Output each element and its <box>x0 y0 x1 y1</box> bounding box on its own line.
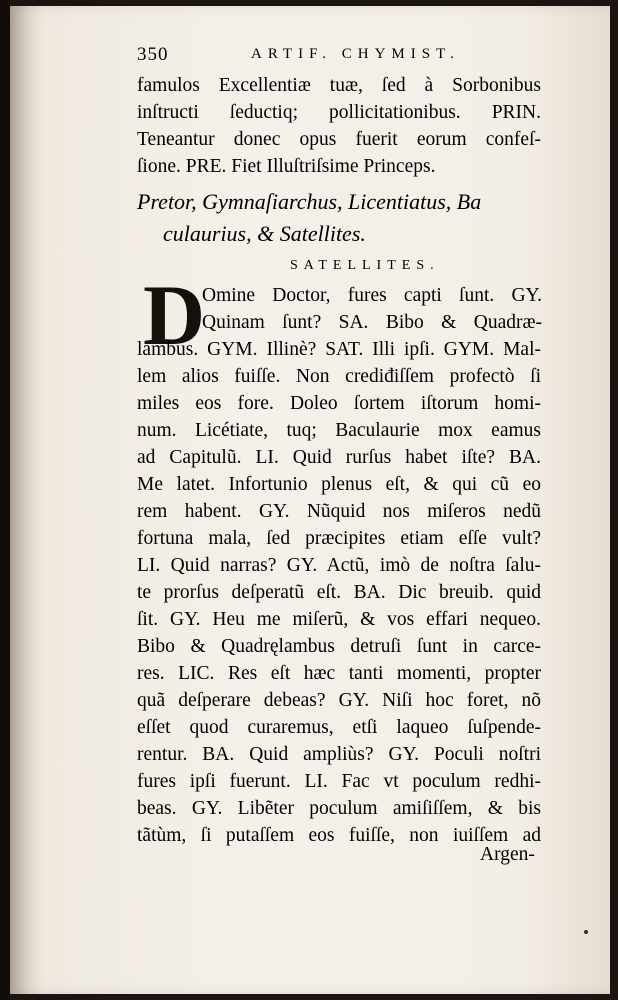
text-line: ad Capitulũ. LI. Quid rurſus habet iſte? BA. <box>137 447 541 468</box>
text-line: rem habent. GY. Nũquid nos miſeros nedũ <box>137 501 541 522</box>
running-title: ARTIF. CHYMIST. <box>251 46 460 62</box>
text-line: eſſet quod curaremus, etſi laqueo ſuſpende- <box>137 717 541 738</box>
dropcap-lines <box>202 282 542 336</box>
text-line: lambus. GYM. Illinè? SAT. Illi ipſi. GYM. Mal- <box>137 339 541 360</box>
italic-heading <box>137 186 547 250</box>
page-number: 350 <box>137 44 169 65</box>
body-text-block <box>137 336 541 849</box>
text-line: Teneantur donec opus fuerit eorum confeſ- <box>137 129 541 150</box>
top-text-block <box>137 72 541 180</box>
text-line: LI. Quid narras? GY. Actũ, imò de noſtra ſalu- <box>137 555 541 576</box>
italic-heading-line1: Pretor, Gymnaſiarchus, Licentiatus, Ba <box>137 189 482 214</box>
text-line: rentur. BA. Quid ampliùs? GY. Poculi noſtri <box>137 744 541 765</box>
text-line: famulos Excellentiæ tuæ, ſed à Sorbonibus <box>137 75 541 96</box>
catchword: Argen- <box>480 844 535 865</box>
text-line: fures ipſi fuerunt. LI. Fac vt poculum redhi- <box>137 771 541 792</box>
section-title: SATELLITES. <box>290 258 440 273</box>
text-line: ſit. GY. Heu me miſerũ, & vos effari nequeo. <box>137 609 541 630</box>
text-line: ſione. PRE. Fiet Illuſtriſsime Princeps. <box>137 156 436 177</box>
book-gutter-shadow <box>0 0 10 1000</box>
text-line: quã deſperare debeas? GY. Niſi hoc foret, nõ <box>137 690 541 711</box>
text-line: num. Licétiate, tuq; Baculaurie mox eamus <box>137 420 541 441</box>
text-line: Bibo & Quadręlambus detruſi ſunt in carce- <box>137 636 541 657</box>
text-line: inſtructi ſeductiq; pollicitationibus. PRIN. <box>137 102 541 123</box>
page-header <box>137 44 527 70</box>
text-line: miles eos fore. Doleo ſortem iſtorum homi- <box>137 393 541 414</box>
paper-speck <box>584 930 588 934</box>
text-line: te prorſus deſperatũ eſt. BA. Dic breuib. quid <box>137 582 541 603</box>
italic-heading-line2: culaurius, & Satellites. <box>163 221 366 246</box>
text-line: Me latet. Infortunio plenus eſt, & qui cũ eo <box>137 474 541 495</box>
text-line: beas. GY. Libẽter poculum amiſiſſem, & bis <box>137 798 541 819</box>
drop-capital: D <box>143 267 206 363</box>
text-line: fortuna mala, ſed præcipites etiam eſſe vult? <box>137 528 541 549</box>
text-line: lem alios fuiſſe. Non crediđiſſem profectò ſi <box>137 366 541 387</box>
text-line: Quinam ſunt? SA. Bibo & Quadræ- <box>202 312 542 333</box>
text-line: Omine Doctor, fures capti ſunt. GY. <box>202 285 542 306</box>
text-line: res. LIC. Res eſt hæc tanti momenti, propter <box>137 663 541 684</box>
text-line: tãtùm, ſi putaſſem eos fuiſſe, non iuiſſem ad <box>137 825 541 846</box>
